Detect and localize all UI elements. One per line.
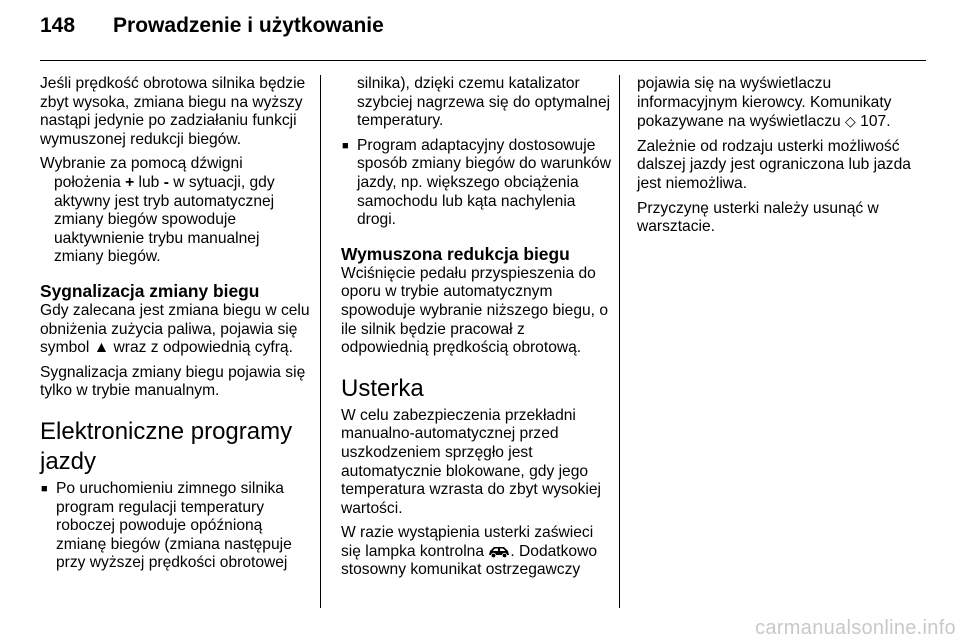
paragraph-fault-type: Zależnie od rodzaju usterki możliwość dalszej jazdy jest ograniczona lub jazda jest niemożliwa. <box>637 137 911 192</box>
heading-fault: Usterka <box>341 374 424 402</box>
page-number: 148 <box>40 14 76 37</box>
shift-up-icon: ▲ <box>93 339 110 357</box>
paragraph-workshop: Przyczynę usterki należy usunąć w warsztacie. <box>637 199 879 236</box>
bullet-cold-engine-continued: silnika), dzięki czemu katalizator szybciej nagrzewa się do optymalnej temperatury. <box>357 75 611 130</box>
plus-symbol: + <box>125 173 135 191</box>
page-header <box>40 14 384 44</box>
paragraph-driver-info: pojawia się na wyświetlaczu informacyjnym kierowcy. Komunikaty pokazywane na wyświetlaczu ◇ 107. <box>637 75 892 131</box>
column-1 <box>40 75 312 579</box>
column-3 <box>637 75 911 243</box>
paragraph-kickdown: Wciśnięcie pedału przyspieszenia do oporu w trybie automatycznym spowoduje wybranie niższego biegu, o ile silnik będzie pracował z odpowiednią prędkością obrotową. <box>341 264 608 357</box>
paragraph-lever: Wybranie za pomocą dźwigni położenia + lub - w sytuacji, gdy aktywny jest tryb automatycznej zmiany biegów spowoduje uaktywnienie trybu manualnej zmiany biegów. <box>40 155 275 266</box>
heading-electronic-programs: Elektroniczne programy jazdy <box>40 417 293 475</box>
cross-reference-icon: ◇ <box>845 113 856 130</box>
header-rule <box>40 60 926 61</box>
column-divider-1 <box>320 75 321 608</box>
column-2 <box>341 75 613 586</box>
paragraph-rpm: Jeśli prędkość obrotowa silnika będzie zbyt wysoka, zmiana biegu na wyższy nastąpi jedynie po zadziałaniu funkcji wymuszonej redukcji biegów. <box>40 75 306 148</box>
running-title: Prowadzenie i użytkowanie <box>113 14 384 37</box>
paragraph-fault-lamp: W razie wystąpienia usterki zaświeci się lampka kontrolna . Dodatkowo stosowny komunikat ostrzegawczy <box>341 524 598 579</box>
bullet-cold-engine: ■ Po uruchomieniu zimnego silnika program regulacji temperatury roboczej powoduje opóźnioną zmianę biegów (zmiana następuje przy wyższej prędkości obrotowej <box>40 480 312 573</box>
minus-symbol: - <box>163 173 169 191</box>
heading-kickdown: Wymuszona redukcja biegu <box>341 243 570 264</box>
car-fault-icon <box>488 544 510 558</box>
bullet-adaptive-program: ■ Program adaptacyjny dostosowuje sposób zmiany biegów do warunków jazdy, np. większego obciążenia samochodu lub kąta nachylenia drogi. <box>341 137 613 230</box>
paragraph-shift-indicator: Gdy zalecana jest zmiana biegu w celu obniżenia zużycia paliwa, pojawia się symbol ▲ wraz z odpowiednią cyfrą. <box>40 301 310 357</box>
heading-shift-indicator: Sygnalizacja zmiany biegu <box>40 280 260 301</box>
column-divider-2 <box>619 75 620 608</box>
paragraph-fault-clutch: W celu zabezpieczenia przekładni manualno-automatycznej przed uszkodzeniem sprzęgło jest automatycznie blokowane, gdy jego temperatura wzrasta do zbyt wysokiej wartości. <box>341 406 601 517</box>
watermark: carmanualsonline.info <box>755 617 956 639</box>
cross-reference-page[interactable]: 107 <box>860 113 887 131</box>
paragraph-shift-manual: Sygnalizacja zmiany biegu pojawia się tylko w trybie manualnym. <box>40 363 306 400</box>
